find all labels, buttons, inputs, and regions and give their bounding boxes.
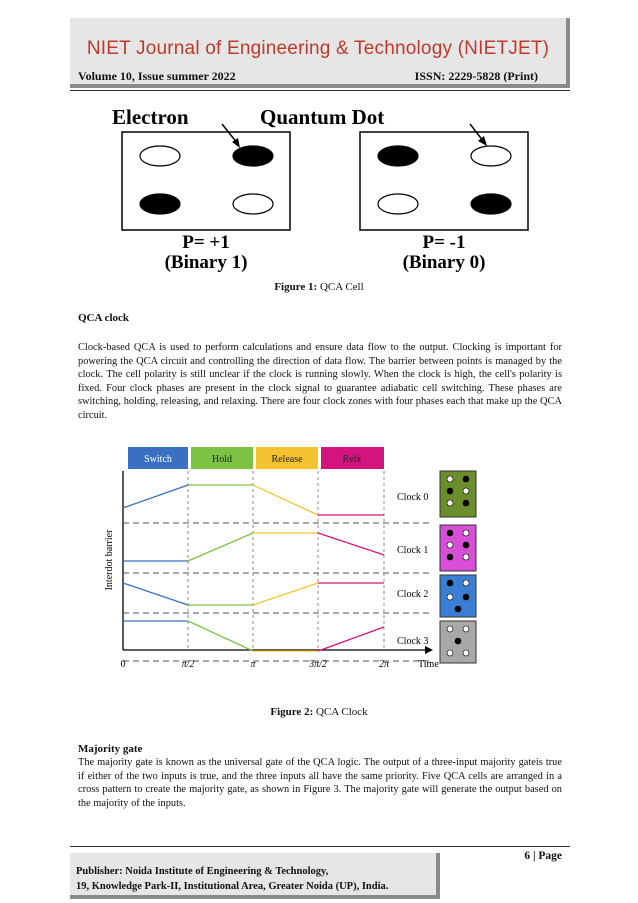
quantum-dot	[471, 146, 511, 166]
x-axis-label: Time	[418, 659, 439, 670]
x-tick-0: 0	[120, 659, 126, 670]
cell-dot	[463, 500, 469, 506]
figure-1-number: Figure 1:	[274, 281, 318, 293]
volume-info: Volume 10, Issue summer 2022	[78, 69, 236, 83]
x-tick-3pi-half: 3π/2	[309, 659, 327, 670]
cell-dot	[447, 554, 453, 560]
header-rule	[70, 90, 570, 91]
publisher-footer	[70, 853, 440, 899]
cell-binary-1	[122, 132, 290, 230]
phase-hold-label: Hold	[212, 454, 232, 465]
quantum-dot	[233, 194, 273, 214]
electron-dot	[471, 194, 511, 214]
electron-dot	[378, 146, 418, 166]
x-tick-pi: π	[250, 659, 256, 670]
clock-3-relax-curve	[318, 627, 384, 651]
clock-1-label: Clock 1	[397, 545, 429, 556]
cell-dot	[447, 650, 453, 656]
figure-1-text: QCA Cell	[317, 281, 364, 293]
qca-clock-figure	[100, 445, 485, 685]
cell-dot	[455, 638, 461, 644]
cell-dot	[463, 476, 469, 482]
figure-2-caption	[0, 706, 638, 718]
binary-0-label: (Binary 0)	[402, 252, 486, 273]
cell-dot	[463, 626, 469, 632]
phase-switch-label: Switch	[144, 454, 172, 465]
cell-dot	[447, 542, 453, 548]
cell-dot	[455, 606, 461, 612]
footer-rule	[70, 846, 570, 847]
figure-2-text: QCA Clock	[313, 706, 368, 718]
majority-gate-heading: Majority gate	[78, 743, 143, 755]
binary-1-label: (Binary 1)	[164, 252, 248, 273]
page-number: 6 | Page	[524, 850, 562, 862]
clock-0-release-curve	[253, 485, 318, 515]
clock-2-label: Clock 2	[397, 589, 429, 600]
cell-binary-0	[360, 132, 528, 230]
majority-gate-paragraph: The majority gate is known as the universal gate of the QCA logic. The output of a three-input majority gateis true if either of the two inputs is true, and the three inputs all have the same priority. Five QCA cells are arranged in a cross pattern to create the majority gate, as shown in Figure 3. The majority gate will generate the output based on the majority of the inputs.	[78, 757, 562, 809]
clock-0-label: Clock 0	[397, 492, 429, 503]
publisher-address: 19, Knowledge Park-II, Institutional Area, Greater Noida (UP), India.	[76, 881, 389, 892]
cell-dot	[447, 500, 453, 506]
quantum-dot	[378, 194, 418, 214]
x-tick-2pi: 2π	[378, 659, 390, 670]
electron-dot	[140, 194, 180, 214]
cell-dot	[463, 554, 469, 560]
cell-dot	[447, 488, 453, 494]
journal-header	[70, 18, 570, 88]
electron-arrowhead	[232, 138, 240, 148]
cell-dot	[463, 594, 469, 600]
quantum-dot	[140, 146, 180, 166]
phase-release-label: Release	[271, 454, 303, 465]
clock-3-hold-curve	[188, 621, 253, 651]
qca-cell-figure	[110, 96, 530, 276]
y-axis-label: Interdot barrier	[104, 529, 115, 591]
journal-title: NIET Journal of Engineering & Technology (NIETJET)	[86, 38, 550, 59]
clock-1-relax-curve	[318, 533, 384, 555]
dot-arrowhead	[478, 136, 487, 146]
clock-2-switch-curve	[123, 583, 188, 605]
clock-0-switch-curve	[123, 485, 188, 508]
cell-dot	[447, 626, 453, 632]
polarity-minus: P= -1	[422, 232, 466, 253]
cell-dot	[447, 580, 453, 586]
cell-dot	[463, 542, 469, 548]
qca-clock-paragraph: Clock-based QCA is used to perform calculations and ensure data flow to the output. Clocking is important for powering the QCA circuit and controlling the direction of data flow. The barrier between points is managed by the clock. The cell polarity is still unclear if the clock is running slowly. When the clock is high, the cell's polarity is fixed. Four clock phases are present in the clock signal to guarantee adiabatic cell switching. These phases are switching, holding, releasing, and relaxing. There are four clock zones with four phases each that make up the QCA circuit.	[78, 342, 562, 421]
figure-1-caption	[0, 281, 638, 293]
issn-info: ISSN: 2229-5828 (Print)	[414, 69, 538, 83]
x-axis-arrow	[425, 646, 433, 654]
cell-dot	[463, 650, 469, 656]
clock-1-hold-curve	[188, 533, 253, 561]
cell-dot	[463, 488, 469, 494]
phase-relax-label: Relx	[342, 454, 362, 465]
cell-dot	[463, 580, 469, 586]
clock-3-label: Clock 3	[397, 636, 429, 647]
cell-dot	[447, 594, 453, 600]
clock-0-cells	[440, 471, 476, 517]
figure-2-number: Figure 2:	[270, 706, 314, 718]
clock-1-cells	[440, 525, 476, 571]
clock-2-release-curve	[253, 583, 318, 605]
publisher-name: Publisher: Noida Institute of Engineering & Technology,	[76, 866, 329, 877]
cell-dot	[447, 476, 453, 482]
polarity-plus: P= +1	[182, 232, 230, 253]
cell-dot	[447, 530, 453, 536]
electron-label: Electron	[112, 105, 189, 129]
cell-dot	[463, 530, 469, 536]
quantum-dot-label: Quantum Dot	[260, 105, 385, 129]
x-tick-pi-half: π/2	[181, 659, 195, 670]
electron-dot	[233, 146, 273, 166]
qca-clock-heading: QCA clock	[78, 312, 130, 324]
